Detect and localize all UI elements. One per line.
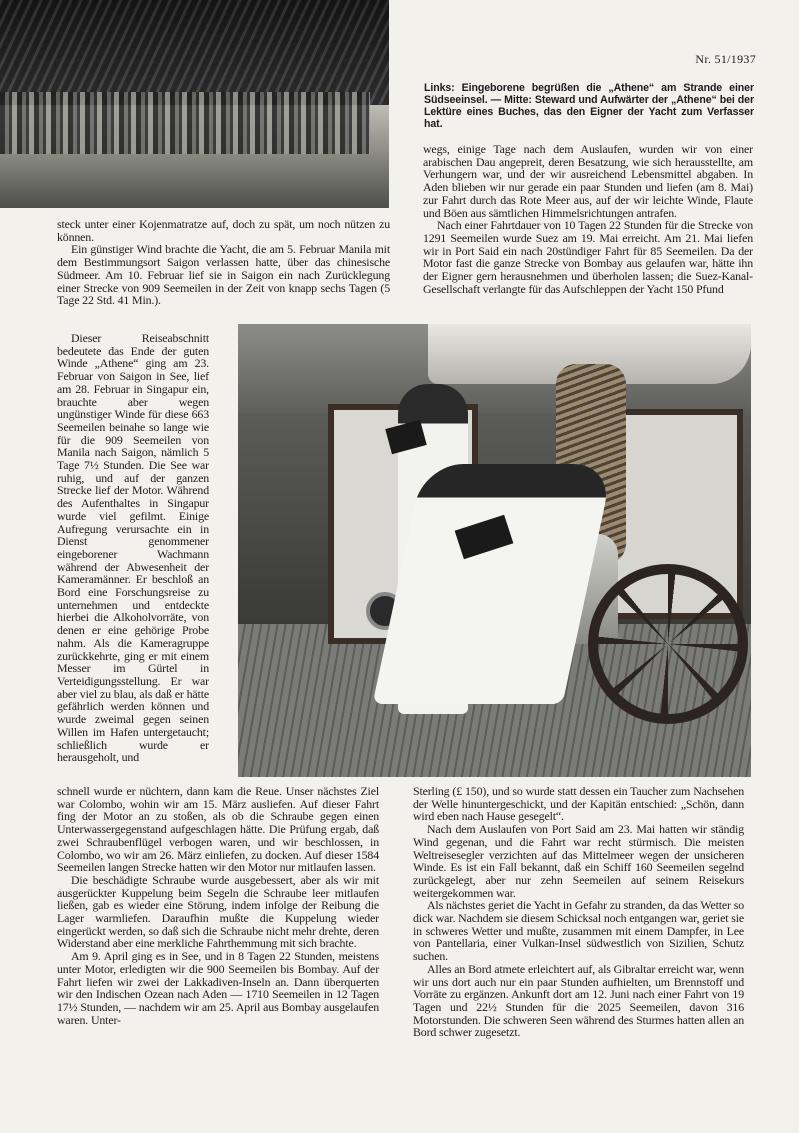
paragraph: steck unter einer Kojenmatratze auf, doch zu spät, um noch nützen zu können. [57,217,390,244]
column-left-bottom [57,785,379,1026]
photo-beach-natives [0,0,389,208]
paragraph: schnell wurde er nüchtern, dann kam die Reue. Unser nächstes Ziel war Colombo, wohin wir am 15. März ausliefen. Auf dieser Fahrt fing der Motor an zu stoßen, als ob die Schraube gegen einen Unterwassergegenstand aufgeschlagen hätte. Die Prüfung ergab, daß zwei Schraubenflügel verbogen waren, und wir beschlossen, in Colombo, wo wir am 26. März einliefen, zu docken. Auf dieser 1584 Seemeilen langen Strecke hatten wir den Motor nur mitlaufen lassen. [57,784,379,875]
palm-trees [0,0,389,105]
paragraph: Sterling (£ 150), und so wurde statt dessen ein Taucher zum Nachsehen der Welle hinuntergeschickt, und der Kapitän entschied: „Schön, dann wird eben nach Hause gesegelt“. [413,784,744,824]
paragraph: Als nächstes geriet die Yacht in Gefahr zu stranden, da das Wetter so dick war. Nachdem sie diesem Schicksal noch entgangen war, geriet sie in schweres Wetter und mußte, zusammen mit einem Dampfer, in Lee von Pantellaria, einer Vulkan-Insel südwestlich von Sizilien, Schutz suchen. [413,898,744,964]
ship-wheel [588,564,748,724]
paragraph: Die beschädigte Schraube wurde ausgebessert, aber als wir mit ausgerückter Kuppelung beim Segeln die Schraube leer mitlaufen ließen, gab es wieder eine Störung, indem infolge der Reibung die Lager warmliefen. Daraufhin mußte die Kuppelung wieder eingerückt werden, so daß sich die Schraube nicht mehr drehte, deren Widerstand aber eine merkliche Fahrthemmung mit sich brachte. [57,872,379,951]
page-number: Nr. 51/1937 [695,52,756,66]
column-left-narrow [57,332,209,764]
paragraph: Nach einer Fahrtdauer von 10 Tagen 22 Stunden für die Strecke von 1291 Seemeilen wurde Suez am 19. Mai erreicht. Am 21. Mai liefen wir in Port Said ein nach 20stündiger Fahrt für 85 Seemeilen. Da der Motor fast die ganze Strecke von Bombay aus gelaufen war, hätte ihn der Eigner gern herausnehmen und überholen lassen; die Suez-Kanal-Gesellschaft verlangte für das Aufschleppen der Yacht 150 Pfund [423,218,753,296]
photo-steward-reading [238,324,751,777]
column-left-top [57,218,390,307]
photo-caption: Links: Eingeborene begrüßen die „Athene“ am Strande einer Südseeinsel. — Mitte: Steward und Aufwärter der „Athene“ bei der Lektüre eines Buches, das den Eigner der Yacht zum Verfasser hat. [424,82,754,130]
column-right-top [423,143,753,295]
paragraph: Am 9. April ging es in See, und in 8 Tagen 22 Stunden, meistens unter Motor, erledigten wir die 900 Seemeilen bis Bombay. Auf der Fahrt liefen wir zwei der Lakkadiven-Inseln an. Dann überquerten wir den Indischen Ozean nach Aden — 1710 Seemeilen in 12 Tagen 17½ Stunden, — nachdem wir am 25. April aus Bombay ausgelaufen waren. Unter- [57,949,379,1027]
paragraph: wegs, einige Tage nach dem Auslaufen, wurden wir von einer arabischen Dau angepreit, deren Besatzung, wie sich herausstellte, am Verhungern war, und der wir ausreichend Lebensmittel abgaben. In Aden blieben wir nur gerade ein paar Stunden und liefen (am 8. Mai) zur Fahrt durch das Rote Meer aus, auf der wir leichte Winde, Flaute und Böen aus sämtlichen Himmelsrichtungen antrafen. [423,142,753,220]
column-right-bottom [413,785,744,1039]
paragraph: Ein günstiger Wind brachte die Yacht, die am 5. Februar Manila mit dem Bestimmungsort Saigon verlassen hatte, über das chinesische Südmeer. Am 10. Februar lief sie in Saigon ein nach Zurücklegung einer Strecke von 909 Seemeilen in der Zeit von knapp sechs Tagen (5 Tage 22 Std. 41 Min.). [57,242,390,308]
paragraph: Nach dem Auslaufen von Port Said am 23. Mai hatten wir ständig Wind gegenan, und die Fahrt war recht stürmisch. Die meisten Weltreisesegler verzichten auf das Mittelmeer wegen der unsicheren Winde. Es ist ein Fall bekannt, daß ein Schiff 160 Seemeilen segelnd zurückgelegt, aber nur zehn Seemeilen auf seinem Reisekurs weitergekommen war. [413,822,744,900]
crowd-of-natives [0,92,370,154]
paragraph: Dieser Reiseabschnitt bedeutete das Ende der guten Winde „Athene“ ging am 23. Februar von Saigon in See, lief am 28. Februar in Singapur ein, brauchte aber wegen ungünstiger Winde für diese 663 Seemeilen beinahe so lange wie für die 909 Seemeilen von Manila nach Saigon, nämlich 5 Tage 7½ Stunden. Die See war ruhig, und auf der ganzen Strecke lief der Motor. Während des Aufenthaltes in Singapur wurde viel gefilmt. Einige Aufregung verursachte ein in Dienst genommener eingeborener Wachmann während der Abwesenheit der Kameramänner. Er beschloß an Bord eine Forschungsreise zu unternehmen und entdeckte hierbei die Alkoholvorräte, von denen er eine gehörige Probe nahm. Als die Kameragruppe zurückkehrte, ging er mit einem Messer im Gürtel in Verteidigungsstellung. Er war aber viel zu blau, als daß er hätte gefährlich werden können und wurde zweimal gegen seinen Willen im Hafen untergetaucht; schließlich wurde er herausgeholt, und [57,331,209,765]
paragraph: Alles an Bord atmete erleichtert auf, als Gibraltar erreicht war, wenn wir uns dort auch nur ein paar Stunden aufhielten, um Brennstoff und Vorräte zu ergänzen. Ankunft dort am 12. Juni nach einer Fahrt von 19 Tagen und 22½ Stunden für die 2025 Seemeilen, davon 316 Motorstunden. Die schweren Seen während des Sturmes hatten allen an Bord schwer zugesetzt. [413,961,744,1040]
